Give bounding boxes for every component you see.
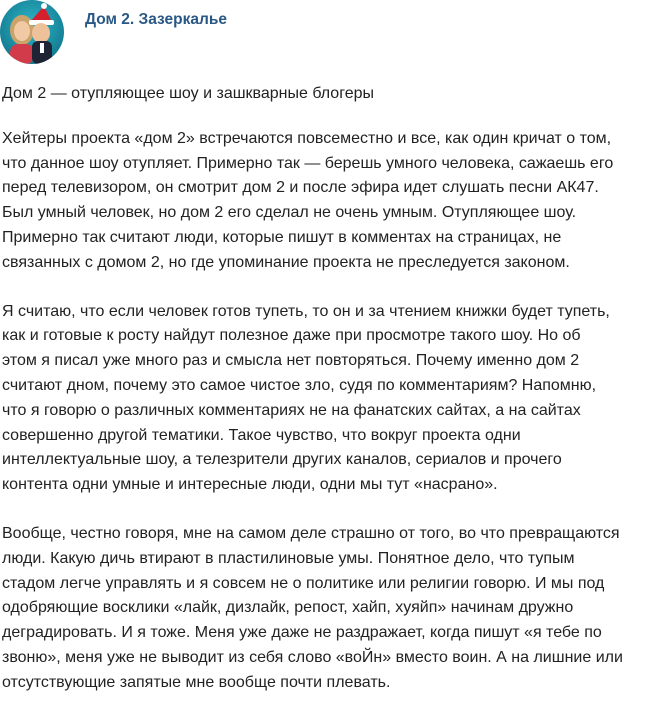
text-line: стадом легче управлять и я совсем не о политике или религии говорю. И мы под bbox=[2, 574, 605, 592]
post-header bbox=[0, 0, 670, 70]
text-line: этом я писал уже много раз и смысла нет повторяться. Почему именно дом 2 bbox=[2, 352, 580, 370]
text-line: люди. Какую дичь втирают в пластилиновые умы. Понятное дело, что тупым bbox=[2, 549, 575, 567]
text-line: совершенно другой тематики. Такое чувство, что вокруг проекта одни bbox=[2, 426, 521, 444]
text-line: как и готовые к росту найдут полезное даже при просмотре такого шоу. Но об bbox=[2, 327, 581, 345]
text-line: контента одни умные и интересные люди, одни мы тут «насрано». bbox=[2, 476, 498, 494]
post-body bbox=[2, 82, 666, 720]
group-name-link[interactable]: Дом 2. Зазеркалье bbox=[85, 11, 227, 28]
text-line: одобряющие восклики «лайк, дизлайк, репост, хайп, хуяйп» начинам дружно bbox=[2, 599, 574, 617]
post-paragraph-3 bbox=[2, 522, 666, 696]
post-title: Дом 2 — отупляющее шоу и зашкварные блогеры bbox=[2, 85, 374, 102]
text-line: Примерно так считают люди, которые пишут в комментах на страницах, не bbox=[2, 228, 562, 246]
text-line: связанных с домом 2, но где упоминание проекта не преследуется законом. bbox=[2, 253, 570, 271]
text-line: Я считаю, что если человек готов тупеть, то он и за чтением книжки будет тупеть, bbox=[2, 302, 610, 320]
text-line: что я говорю о различных комментариях не на фанатских сайтах, а на сайтах bbox=[2, 401, 581, 419]
text-line: перед телевизором, он смотрит дом 2 и после эфира идет слушать песни АК47. bbox=[2, 179, 599, 197]
avatar-image bbox=[0, 0, 64, 64]
text-line: Был умный человек, но дом 2 его сделал не очень умным. Отупляющее шоу. bbox=[2, 204, 577, 222]
text-line: Вообще, честно говоря, мне на самом деле страшно от того, во что превращаются bbox=[2, 524, 620, 542]
text-line: деградировать. И я тоже. Меня уже даже не раздражает, когда пишут «я тебе по bbox=[2, 624, 602, 642]
text-line: Хейтеры проекта «дом 2» встречаются повсеместно и все, как один кричат о том, bbox=[2, 129, 612, 147]
post-paragraph-2 bbox=[2, 300, 666, 498]
text-line: звоню», меня уже не выводит из себя слово «воЙн» вместо воин. А на лишние или bbox=[2, 648, 623, 666]
text-line: интеллектуальные шоу, а телезрители других каналов, сериалов и прочего bbox=[2, 451, 562, 469]
group-avatar[interactable] bbox=[0, 0, 64, 64]
text-line: отсутствующие запятые мне вообще почти плевать. bbox=[2, 673, 391, 691]
text-line: что данное шоу отупляет. Примерно так — берешь умного человека, сажаешь его bbox=[2, 154, 614, 172]
text-line: считают дном, почему это самое чистое зло, судя по комментариям? Напомню, bbox=[2, 376, 597, 394]
post-paragraph-1 bbox=[2, 127, 666, 276]
